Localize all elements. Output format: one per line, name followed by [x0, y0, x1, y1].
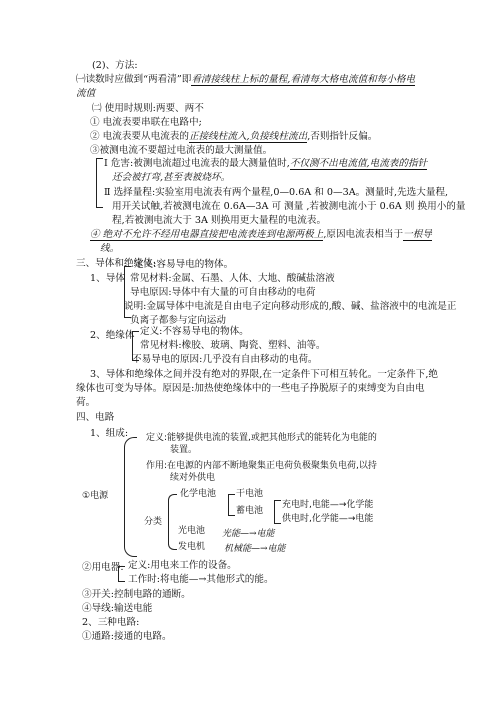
conductor-note-2: 负离子都参与定向运动 [130, 315, 226, 326]
section-4-title: 四、电路 [76, 412, 115, 423]
insulator-reason: 不易导电的原因:几乎没有自由移动的电荷。 [132, 354, 318, 365]
rule-3-brace [96, 158, 103, 208]
rule-3: ③被测电流不要超过电流表的最大测量值。 [90, 145, 273, 156]
power-source-label: ①电源 [82, 491, 109, 501]
rule-4: ④ 绝对不允许不经用电器直接把电流表连到电源两极上,原因电流表相当于一根导 [90, 229, 432, 240]
range-line-3: 程,若被测电流大于 3A 则换用更大量程的电流表。 [112, 215, 327, 226]
rule-1: ① 电流表要串联在电路中; [90, 117, 202, 128]
chemical-brace [228, 494, 235, 516]
battery-brace [274, 500, 281, 524]
charging-conversion: 充电时,电能—→化学能 [282, 500, 374, 510]
reading-line-1: ㈠读数时应做到“两看清”即看清接线柱上标的量程,看清每大格电流值和每小格电 [76, 74, 416, 85]
insulator-materials: 常见材料:橡胶、玻璃、陶瓷、塑料、油等。 [140, 340, 326, 351]
source-function-2: 续对外供电 [170, 473, 216, 483]
range-line-1: Ⅱ 选择量程:实验室用电流表有两个量程,0—0.6A 和 0—3A。测量时,先选大量程, [104, 187, 449, 198]
wire-line: ④导线:输送电能 [82, 603, 153, 614]
method-heading: (2)、方法: [92, 60, 138, 71]
hazard-line-1: Ⅰ 危害:被测电流超过电流表的最大测量值时,不仅测不出电流值,电流表的指针 [104, 158, 428, 169]
conductor-label: 1、导体 [90, 273, 125, 284]
three-circuits-label: 2、三种电路: [82, 617, 140, 628]
rules-heading: ㈡ 使用时规则:两要、两不 [92, 103, 204, 114]
dry-cell: 干电池 [236, 489, 264, 499]
range-line-2: 用开关试触,若被测电流在 0.6A—3A 可 测量 ,若被测电流小于 0.6A 则 换用小的量 [112, 201, 466, 212]
discharging-conversion: 供电时,化学能—→电能 [282, 514, 374, 524]
switch-line: ③开关:控制电路的通断。 [82, 589, 191, 600]
insulator-definition: 定义:不容易导电的物体。 [140, 326, 249, 337]
source-definition-2: 装置。 [170, 445, 198, 455]
classification-brace [168, 494, 177, 550]
chemical-cell: 化学电池 [180, 489, 217, 499]
hazard-line-2: 还会被打弯,甚至表被烧坏。 [112, 172, 231, 183]
reading-line-2: 流值 [76, 88, 96, 99]
appliance-function: 工作时:将电能—→其他形式的能。 [128, 574, 274, 585]
solar-cell: 光电池 [178, 526, 206, 536]
rule-4-end: 线。 [100, 243, 120, 254]
solar-conversion: 光能—→电能 [222, 529, 275, 539]
section-3-title: 三、导体和绝缘体: [76, 258, 156, 269]
conductor-note-1: 说明:金属导体中电流是自由电子定向移动形成的,酸、碱、盐溶液中的电流是正 [124, 301, 457, 312]
conductor-reason: 导电原因:导体中有大量的可自由移动的电荷 [130, 287, 316, 298]
appliance-brace [118, 566, 125, 582]
closed-circuit-line: ①通路:接通的电路。 [82, 631, 172, 642]
conductor-materials: 常见材料:金属、石墨、人体、大地、酸碱盐溶液 [130, 273, 335, 284]
power-source-brace [124, 437, 137, 557]
source-function-1: 作用:在电源的内部不断地聚集正电荷负极聚集负电荷,以持 [146, 461, 377, 471]
storage-battery: 蓄电池 [236, 506, 264, 516]
appliance-label: ②用电器: [82, 562, 124, 573]
conversion-line-3: 荷。 [76, 397, 96, 408]
source-definition-1: 定义:能够提供电流的装置,或把其他形式的能转化为电能的 [146, 433, 377, 443]
generator: 发电机 [178, 542, 206, 552]
appliance-definition: 定义:用电来工作的设备。 [128, 560, 237, 571]
generator-conversion: 机械能—→电能 [224, 544, 286, 554]
classification-label: 分类 [144, 517, 163, 527]
conversion-line-1: 3、导体和绝缘体之间并没有绝对的界限,在一定条件下可相互转化。一定条件下,绝 [90, 369, 438, 380]
rule-2: ② 电流表要从电流表的正接线柱流入,负接线柱流出,否则指针反偏。 [90, 131, 378, 142]
composition-label: 1、组成: [90, 428, 129, 439]
conductor-definition: 定义:容易导电的物体。 [134, 259, 234, 270]
insulator-label: 2、绝缘体 [90, 330, 135, 341]
conversion-line-2: 缘体也可变为导体。原因是:加热使绝缘体中的一些电子挣脱原子的束缚变为自由电 [76, 383, 425, 394]
